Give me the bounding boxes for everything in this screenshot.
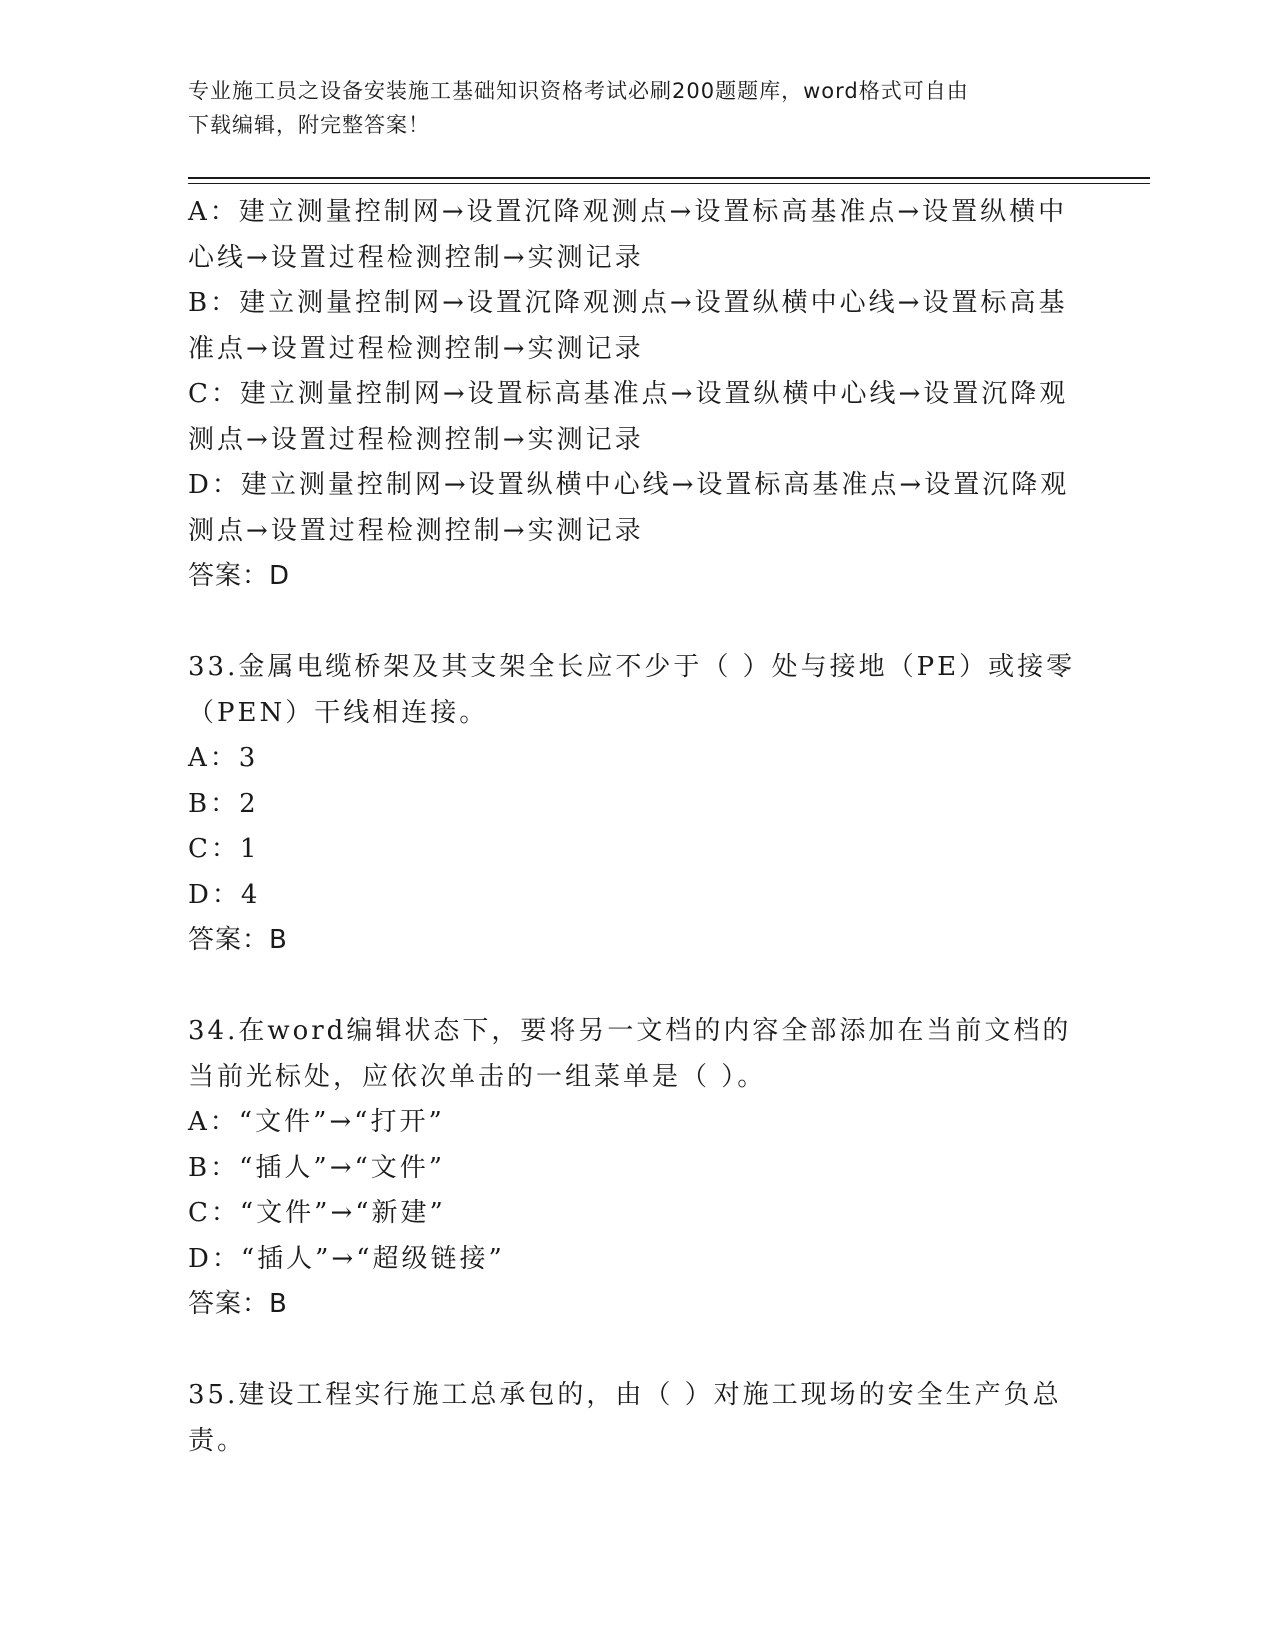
option-line: B：建立测量控制网→设置沉降观测点→设置纵横中心线→设置标高基 (188, 288, 1068, 318)
option-c: C：1 (188, 834, 260, 864)
question-stem-line: 责。 (188, 1425, 247, 1456)
option-line: C：建立测量控制网→设置标高基准点→设置纵横中心线→设置沉降观 (188, 379, 1069, 409)
option-line: 测点→设置过程检测控制→实测记录 (188, 424, 644, 455)
question-stem-line: （PEN）干线相连接。 (188, 697, 489, 728)
answer-label: 答案：B (188, 1289, 288, 1319)
question-34 (188, 1009, 1072, 1328)
answer-label: 答案：B (188, 925, 288, 955)
header-rule-thin (188, 183, 1150, 184)
option-d (188, 463, 1068, 554)
option-d: D：4 (188, 879, 261, 910)
question-stem-line: 35.建设工程实行施工总承包的，由（ ）对施工现场的安全生产负总 (188, 1380, 1062, 1410)
option-b: B：2 (188, 788, 259, 819)
header-title-line-2: 下载编辑，附完整答案！ (188, 113, 430, 137)
question-35 (188, 1373, 1068, 1464)
question-32 (188, 190, 1068, 600)
question-33 (188, 645, 1076, 964)
header-rule-thick (188, 177, 1150, 179)
option-a (188, 190, 1068, 281)
question-stem-line: 当前光标处，应依次单击的一组菜单是（ ）。 (188, 1061, 767, 1092)
option-line: 心线→设置过程检测控制→实测记录 (188, 242, 644, 273)
option-b (188, 281, 1068, 372)
option-line: 测点→设置过程检测控制→实测记录 (188, 515, 644, 546)
option-b: B：“插人”→“文件” (188, 1152, 446, 1183)
spacer (188, 1328, 1068, 1374)
option-a: A：“文件”→“打开” (188, 1107, 445, 1137)
header-title-line-1: 专业施工员之设备安装施工基础知识资格考试必刷200题题库，word格式可自由 (188, 79, 969, 103)
option-a: A：3 (188, 743, 259, 773)
document-header (188, 74, 1068, 142)
answer-label: 答案：D (188, 561, 291, 591)
option-line: D：建立测量控制网→设置纵横中心线→设置标高基准点→设置沉降观 (188, 470, 1070, 500)
document-body (188, 190, 1076, 1464)
spacer (188, 964, 1068, 1010)
option-line: 准点→设置过程检测控制→实测记录 (188, 333, 644, 364)
option-c: C：“文件”→“新建” (188, 1198, 446, 1228)
question-stem-line: 33.金属电缆桥架及其支架全长应不少于（ ）处与接地（PE）或接零 (188, 652, 1076, 682)
question-stem-line: 34.在word编辑状态下，要将另一文档的内容全部添加在当前文档的 (188, 1016, 1072, 1046)
option-line: A：建立测量控制网→设置沉降观测点→设置标高基准点→设置纵横中 (188, 197, 1068, 227)
spacer (188, 600, 1068, 646)
option-c (188, 372, 1068, 463)
option-d: D：“插人”→“超级链接” (188, 1243, 505, 1274)
